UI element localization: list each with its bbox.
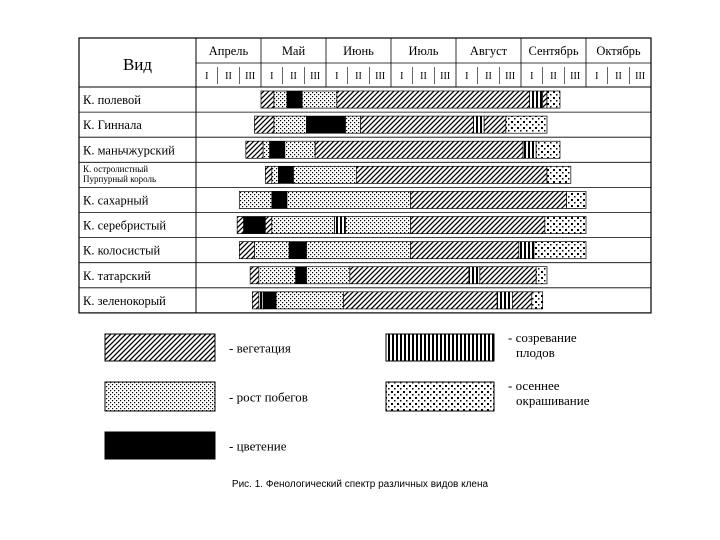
species-row <box>79 292 651 313</box>
species-name: К. колосистый <box>83 243 161 258</box>
phase-bar-shoot-growth <box>259 267 296 284</box>
phase-bar-shoot-growth <box>302 91 337 108</box>
phase-bar-vegetation <box>350 267 469 284</box>
phase-bar-shoot-growth <box>274 116 307 133</box>
phase-bar-shoot-growth <box>239 191 271 208</box>
phase-bar-shoot-growth <box>294 166 357 183</box>
decade-label: I <box>530 71 534 82</box>
phase-bar-vegetation <box>265 217 272 234</box>
legend-label: - вегетация <box>229 340 291 356</box>
phase-bar-shoot-growth <box>276 292 343 309</box>
legend-item-fruit-ripening <box>386 330 577 361</box>
decade-label: II <box>290 71 297 82</box>
species-row <box>79 242 651 263</box>
phase-bar-flowering <box>272 191 287 208</box>
phase-bar-flowering <box>270 141 285 158</box>
phase-bar-autumn-coloring <box>506 116 547 133</box>
decade-label: I <box>335 71 339 82</box>
phase-bar-flowering <box>296 267 307 284</box>
phase-bar-vegetation <box>361 116 474 133</box>
phase-bar-flowering <box>278 166 293 183</box>
species-name: Пурпурный король <box>83 173 157 184</box>
phase-bar-autumn-coloring <box>536 141 560 158</box>
decade-label: I <box>205 71 209 82</box>
decade-label: I <box>270 71 274 82</box>
decade-label: III <box>505 71 516 82</box>
phase-bar-vegetation <box>411 191 567 208</box>
decade-label: III <box>245 71 256 82</box>
decade-label: II <box>615 71 622 82</box>
decade-label: I <box>595 71 599 82</box>
phase-bar-vegetation <box>265 166 272 183</box>
month-label: Август <box>469 44 508 58</box>
phase-bar-vegetation <box>255 116 275 133</box>
legend-swatch <box>105 382 215 411</box>
legend-swatch <box>386 382 494 411</box>
decade-label: III <box>570 71 581 82</box>
phase-bar-autumn-coloring <box>545 217 586 234</box>
phase-bar-vegetation <box>411 242 519 259</box>
phase-bar-vegetation <box>543 91 547 108</box>
species-name: К. остролистный <box>83 163 149 174</box>
species-column-title: Вид <box>122 55 153 74</box>
phase-bar-shoot-growth <box>307 242 411 259</box>
legend-item-autumn-coloring <box>386 378 590 411</box>
month-label: Апрель <box>208 44 249 58</box>
legend-swatch <box>105 432 215 459</box>
decade-label: II <box>550 71 557 82</box>
species-rows <box>79 91 651 313</box>
legend-item-shoot-growth <box>105 382 308 411</box>
species-row <box>79 191 651 212</box>
phase-bar-vegetation <box>512 292 532 309</box>
phase-bar-shoot-growth <box>346 217 411 234</box>
legend-label: - цветение <box>229 438 287 454</box>
month-label: Октябрь <box>596 44 641 58</box>
species-name: К. сахарный <box>83 193 149 208</box>
phase-bar-flowering <box>287 91 302 108</box>
legend-label: - рост побегов <box>229 389 308 405</box>
decade-label: II <box>485 71 492 82</box>
legend-label: - осеннее <box>508 378 560 393</box>
species-name: К. татарский <box>83 268 151 283</box>
species-name: К. серебристый <box>83 218 167 233</box>
phase-bar-shoot-growth <box>346 116 361 133</box>
species-row <box>79 141 651 162</box>
species-row <box>79 164 651 188</box>
phase-bar-fruit-ripening <box>335 217 346 234</box>
legend-item-flowering <box>105 432 287 459</box>
phase-bar-vegetation <box>484 116 506 133</box>
phase-bar-flowering <box>307 116 346 133</box>
decade-label: III <box>375 71 386 82</box>
phase-bar-vegetation <box>239 242 254 259</box>
phase-bar-fruit-ripening <box>259 292 263 309</box>
decade-label: II <box>355 71 362 82</box>
phase-bar-vegetation <box>252 292 258 309</box>
phase-bar-shoot-growth <box>272 217 335 234</box>
phase-bar-vegetation <box>246 141 263 158</box>
phase-bar-shoot-growth <box>274 91 287 108</box>
species-name: К. полевой <box>83 93 141 108</box>
month-label: Май <box>281 44 306 58</box>
legend-label: плодов <box>516 345 555 360</box>
phase-bar-fruit-ripening <box>519 242 534 259</box>
legend-swatch <box>105 334 215 361</box>
month-label: Июнь <box>343 44 374 58</box>
legend-label: окрашивание <box>516 393 590 408</box>
phase-bar-shoot-growth <box>255 242 290 259</box>
legend-swatch <box>386 334 494 361</box>
phase-bar-shoot-growth <box>263 141 270 158</box>
decade-label: III <box>635 71 646 82</box>
species-row <box>79 217 651 238</box>
phase-bar-shoot-growth <box>287 191 411 208</box>
decade-label: I <box>465 71 469 82</box>
phase-bar-vegetation <box>480 267 536 284</box>
legend <box>105 330 590 459</box>
phase-bar-vegetation <box>315 141 523 158</box>
species-name: К. маньчжурский <box>83 143 175 158</box>
species-name: К. Гиннала <box>83 118 142 133</box>
phase-bar-shoot-growth <box>307 267 350 284</box>
phase-bar-vegetation <box>411 217 545 234</box>
phase-bar-fruit-ripening <box>530 91 543 108</box>
phase-bar-shoot-growth <box>272 166 279 183</box>
phase-bar-vegetation <box>237 217 244 234</box>
figure-caption: Рис. 1. Фенологический спектр различных видов клена <box>231 479 489 490</box>
month-label: Июль <box>408 44 439 58</box>
phase-bar-shoot-growth <box>285 141 315 158</box>
phase-bar-fruit-ripening <box>497 292 512 309</box>
decade-label: III <box>310 71 321 82</box>
phase-bar-vegetation <box>337 91 530 108</box>
legend-label: - созревание <box>508 330 577 345</box>
month-label: Сентябрь <box>528 44 579 58</box>
decade-label: II <box>225 71 232 82</box>
phase-bar-autumn-coloring <box>534 242 586 259</box>
phase-bar-autumn-coloring <box>536 267 547 284</box>
decade-label: II <box>420 71 427 82</box>
species-row <box>79 267 651 288</box>
phase-bar-autumn-coloring <box>547 166 571 183</box>
decade-label: III <box>440 71 451 82</box>
decade-label: I <box>400 71 404 82</box>
phase-bar-autumn-coloring <box>547 91 560 108</box>
phase-bar-flowering <box>263 292 276 309</box>
phase-bar-fruit-ripening <box>523 141 536 158</box>
phase-bar-vegetation <box>250 267 259 284</box>
legend-item-vegetation <box>105 334 291 361</box>
species-row <box>79 116 651 137</box>
phase-bar-vegetation <box>343 292 497 309</box>
species-name: К. зеленокорый <box>83 293 166 308</box>
phase-bar-vegetation <box>261 91 274 108</box>
phase-bar-flowering <box>244 217 266 234</box>
phase-bar-fruit-ripening <box>469 267 480 284</box>
phase-bar-autumn-coloring <box>532 292 543 309</box>
phase-bar-vegetation <box>356 166 547 183</box>
species-row <box>79 91 651 112</box>
phase-bar-autumn-coloring <box>567 191 587 208</box>
phase-bar-flowering <box>289 242 306 259</box>
phase-bar-fruit-ripening <box>473 116 484 133</box>
